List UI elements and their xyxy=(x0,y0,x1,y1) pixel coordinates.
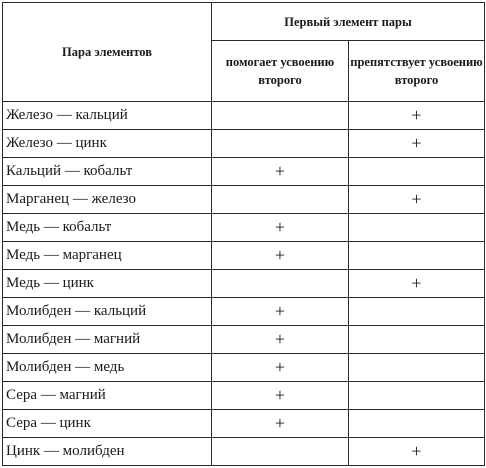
pair-cell: Марганец — железо xyxy=(3,186,212,214)
pair-cell: Молибден — магний xyxy=(3,326,212,354)
helps-cell: + xyxy=(212,242,349,270)
hinders-cell: + xyxy=(349,270,485,298)
hinders-cell: + xyxy=(349,102,485,130)
hinders-cell: + xyxy=(349,438,485,466)
helps-cell: + xyxy=(212,382,349,410)
table-row xyxy=(3,102,485,130)
hinders-cell xyxy=(349,382,485,410)
helps-cell: + xyxy=(212,158,349,186)
helps-cell: + xyxy=(212,410,349,438)
helps-cell xyxy=(212,186,349,214)
helps-cell: + xyxy=(212,298,349,326)
table-row xyxy=(3,270,485,298)
hinders-cell xyxy=(349,242,485,270)
hinders-column-header: препятствует усвоению второго xyxy=(349,41,485,102)
table-row xyxy=(3,130,485,158)
table-row xyxy=(3,242,485,270)
table-row xyxy=(3,158,485,186)
hinders-cell xyxy=(349,354,485,382)
table-row xyxy=(3,438,485,466)
hinders-cell xyxy=(349,298,485,326)
pair-cell: Медь — марганец xyxy=(3,242,212,270)
helps-cell: + xyxy=(212,214,349,242)
helps-cell: + xyxy=(212,326,349,354)
pair-cell: Сера — магний xyxy=(3,382,212,410)
helps-cell xyxy=(212,438,349,466)
pair-column-header: Пара элементов xyxy=(3,3,212,102)
table-row xyxy=(3,326,485,354)
pair-cell: Сера — цинк xyxy=(3,410,212,438)
helps-cell xyxy=(212,130,349,158)
table-row xyxy=(3,186,485,214)
helps-cell xyxy=(212,102,349,130)
pair-cell: Медь — цинк xyxy=(3,270,212,298)
hinders-cell xyxy=(349,158,485,186)
pair-cell: Железо — кальций xyxy=(3,102,212,130)
hinders-cell xyxy=(349,326,485,354)
hinders-cell: + xyxy=(349,186,485,214)
hinders-cell xyxy=(349,410,485,438)
pair-cell: Молибден — кальций xyxy=(3,298,212,326)
table-row xyxy=(3,298,485,326)
element-interaction-table xyxy=(2,2,485,466)
pair-cell: Медь — кобальт xyxy=(3,214,212,242)
table-row xyxy=(3,214,485,242)
first-element-header: Первый элемент пары xyxy=(212,3,485,41)
table-row xyxy=(3,382,485,410)
hinders-cell: + xyxy=(349,130,485,158)
helps-cell: + xyxy=(212,354,349,382)
helps-column-header: помогает усвоению второго xyxy=(212,41,349,102)
pair-cell: Кальций — кобальт xyxy=(3,158,212,186)
pair-cell: Молибден — медь xyxy=(3,354,212,382)
pair-cell: Цинк — молибден xyxy=(3,438,212,466)
table-row xyxy=(3,354,485,382)
pair-cell: Железо — цинк xyxy=(3,130,212,158)
hinders-cell xyxy=(349,214,485,242)
table-row xyxy=(3,410,485,438)
helps-cell xyxy=(212,270,349,298)
